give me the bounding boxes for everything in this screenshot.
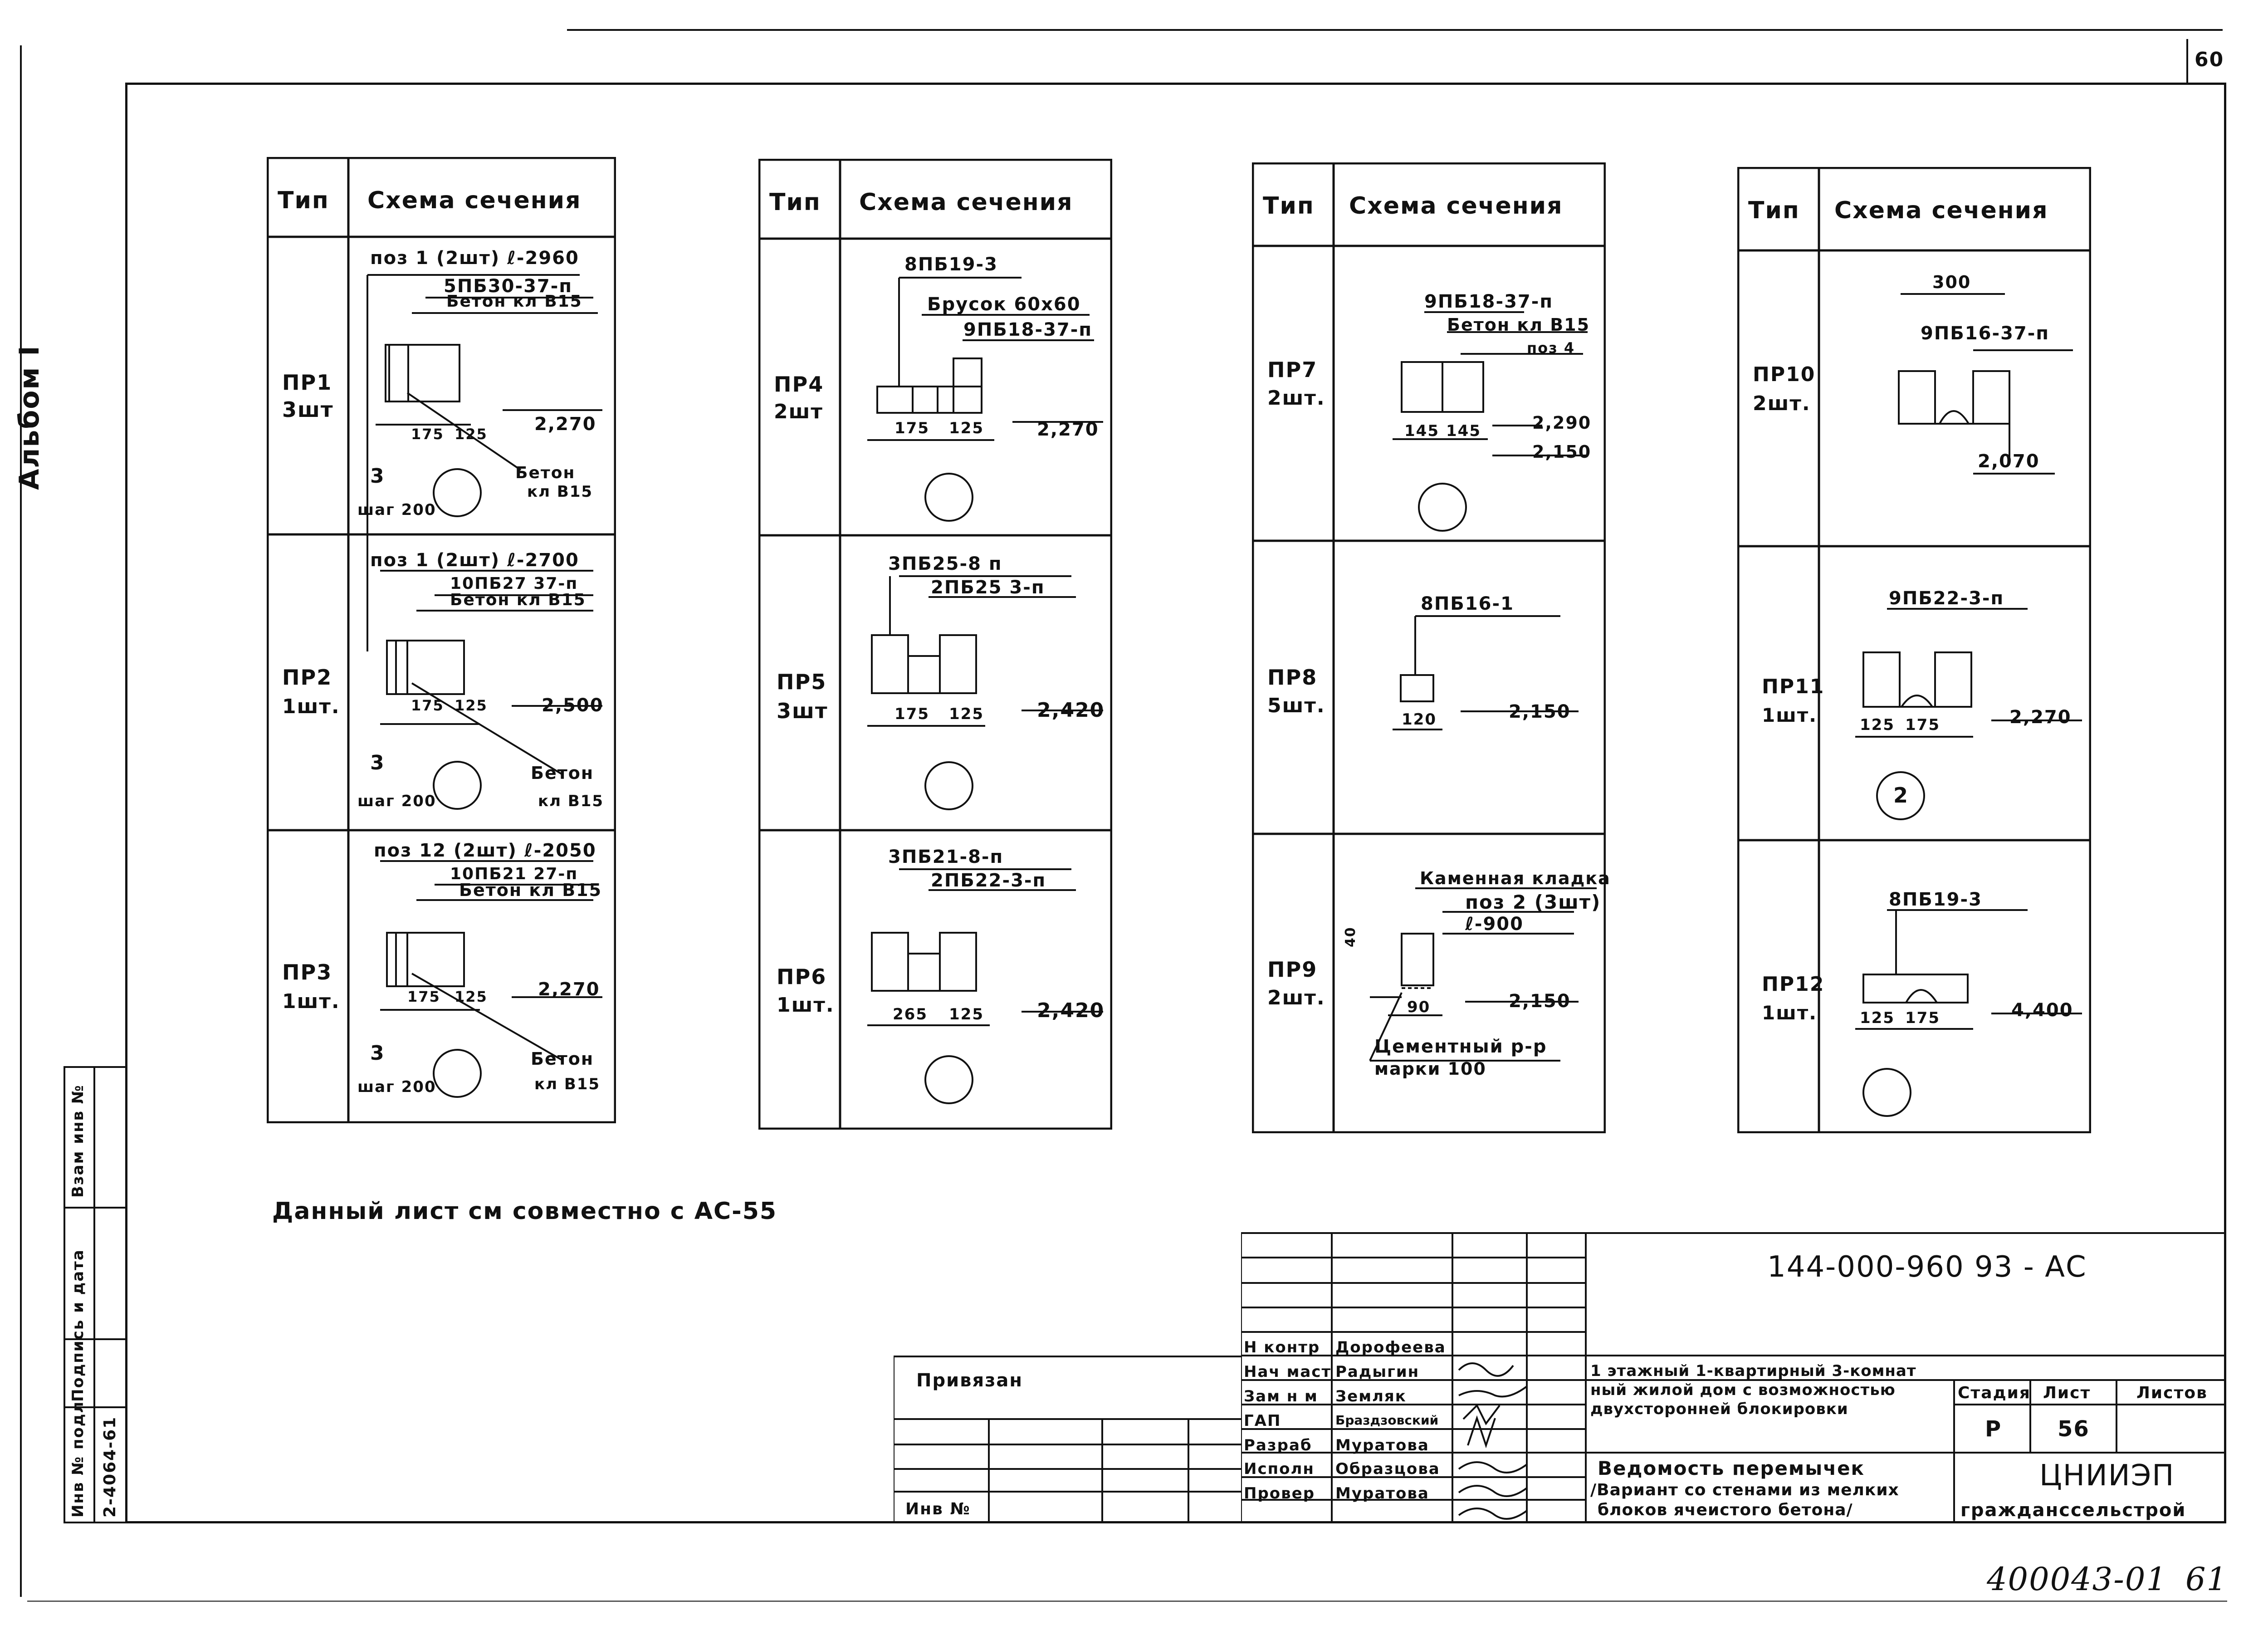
pr9-qty: 2шт.: [1267, 986, 1325, 1009]
t4-header-type: Тип: [1748, 197, 1800, 224]
pr2-extra-1: шаг 200: [357, 792, 436, 810]
pr6-type: ПР6: [777, 964, 827, 989]
pr6-level: 2,420: [1037, 999, 1105, 1022]
album-label: Альбом I: [14, 345, 45, 490]
pr12-dim-1: 175: [1905, 1009, 1940, 1027]
stage-label: Стадия: [1958, 1384, 2031, 1402]
pr5-qty: 3шт: [777, 699, 828, 723]
pr6-label-0: 3ПБ21-8-п: [888, 847, 1004, 867]
pr1-label-2: Бетон кл В15: [446, 292, 582, 311]
role-3: ГАП: [1244, 1412, 1281, 1430]
sheet-title-line-1: /Вариант со стенами из мелких: [1590, 1481, 1899, 1499]
project-title-line-2: двухсторонней блокировки: [1590, 1400, 1848, 1418]
pr3-type: ПР3: [282, 960, 332, 984]
pr11-level: 2,270: [2009, 707, 2072, 728]
name-1: Радыгин: [1335, 1363, 1420, 1381]
pr9-label-0: Каменная кладка: [1420, 868, 1611, 888]
name-3: Браздзовский: [1335, 1413, 1439, 1428]
t1-header-scheme: Схема сечения: [367, 187, 582, 214]
t1-header-type: Тип: [278, 187, 329, 214]
pr7-type: ПР7: [1267, 357, 1318, 382]
pr1-extra-2: Бетон: [515, 464, 576, 482]
pr3-label-1: 10ПБ21 27-п: [450, 865, 578, 883]
pr3-label-2: Бетон кл В15: [459, 880, 602, 900]
side-stamp-label-3: Инв № подл: [69, 1400, 87, 1518]
pr8-label-0: 8ПБ16-1: [1421, 593, 1514, 614]
schedule-table-2: [758, 159, 1112, 1130]
pr7-dim-0: 145: [1404, 422, 1439, 440]
pr11-qty: 1шт.: [1762, 704, 1818, 726]
pr10-type: ПР10: [1753, 363, 1816, 386]
pr1-extra-0: 3: [370, 465, 385, 488]
pr3-level: 2,270: [538, 979, 600, 1000]
side-stamp-inv-value: 2-4064-61: [101, 1416, 119, 1518]
role-0: Н контр: [1244, 1338, 1320, 1356]
pr1-dim-0: 175: [411, 426, 444, 443]
side-stamp-label-2: Подпись и дата: [69, 1249, 87, 1402]
pr3-extra-1: шаг 200: [357, 1078, 436, 1096]
pr3-dim-0: 175: [407, 988, 440, 1005]
role-6: Провер: [1244, 1484, 1315, 1503]
handwritten-code: 400043-01: [1987, 1561, 2167, 1598]
pr2-label-0: поз 1 (2шт) ℓ-2700: [370, 550, 579, 571]
pr11-dim-1: 175: [1905, 716, 1940, 734]
role-5: Исполн: [1244, 1460, 1315, 1478]
pr9-label-4: марки 100: [1374, 1059, 1486, 1079]
pr2-type: ПР2: [282, 665, 332, 690]
pr12-dim-0: 125: [1860, 1009, 1895, 1027]
pr5-label-0: 3ПБ25-8 п: [888, 553, 1002, 574]
pr4-dim-1: 125: [949, 419, 984, 437]
pr6-dim-1: 125: [949, 1005, 984, 1023]
t3-header-type: Тип: [1263, 192, 1315, 220]
name-4: Муратова: [1335, 1436, 1429, 1454]
pr1-extra-3: кл В15: [527, 483, 593, 501]
sheet-title-line-0: Ведомость перемычек: [1598, 1457, 1865, 1479]
sheets-label: Листов: [2136, 1384, 2208, 1402]
t2-header-type: Тип: [769, 189, 821, 216]
project-code: 144-000-960 93 - АС: [1767, 1250, 2087, 1284]
role-1: Нач маст: [1244, 1363, 1332, 1381]
sheet-label: Лист: [2043, 1384, 2091, 1402]
inv-label: Инв №: [905, 1500, 971, 1518]
pr2-label-2: Бетон кл В15: [450, 591, 586, 609]
bound-block: [894, 1356, 1241, 1523]
name-6: Муратова: [1335, 1484, 1429, 1503]
pr12-label-0: 8ПБ19-3: [1889, 889, 1982, 910]
pr8-dim-0: 120: [1402, 710, 1437, 729]
pr10-label-0: 9ПБ16-37-п: [1921, 323, 2049, 344]
role-4: Разраб: [1244, 1436, 1312, 1454]
t4-header-scheme: Схема сечения: [1834, 197, 2048, 224]
pr2-extra-2: Бетон: [531, 763, 594, 783]
pr7-label-2: поз 4: [1527, 339, 1575, 357]
pr7-qty: 2шт.: [1267, 387, 1325, 410]
name-2: Земляк: [1335, 1387, 1407, 1405]
pr9-dim-1: 40: [1343, 926, 1359, 947]
t3-header-scheme: Схема сечения: [1349, 192, 1563, 220]
name-0: Дорофеева: [1335, 1338, 1446, 1356]
pr10-level: 2,070: [1978, 451, 2040, 472]
pr11-circle: 2: [1893, 783, 1909, 808]
pr1-label-0: поз 1 (2шт) ℓ-2960: [370, 248, 579, 269]
pr12-qty: 1шт.: [1762, 1002, 1818, 1024]
pr1-qty: 3шт: [282, 397, 334, 422]
pr7-level2: 2,150: [1532, 442, 1592, 462]
side-stamp-label-1: Взам инв №: [69, 1084, 87, 1198]
pr2-dim-0: 175: [411, 697, 444, 714]
pr1-label-1: 5ПБ30-37-п: [444, 276, 572, 297]
pr9-type: ПР9: [1267, 957, 1318, 982]
pr6-qty: 1шт.: [777, 994, 835, 1017]
pr9-label-1: поз 2 (3шт): [1465, 891, 1601, 913]
left-border-line: [20, 45, 22, 1597]
handwritten-sheet: 61: [2185, 1561, 2228, 1598]
pr4-qty: 2шт: [774, 400, 823, 423]
signature-scribbles: [1459, 1363, 1527, 1519]
title-block: [1241, 1232, 2226, 1523]
pr2-extra-0: 3: [370, 751, 385, 774]
pr10-qty: 2шт.: [1753, 392, 1811, 415]
schedule-table-1: [267, 157, 616, 1123]
pr11-label-0: 9ПБ22-3-п: [1889, 588, 2004, 609]
sheet-number-top: 60: [2195, 48, 2224, 71]
pr1-type: ПР1: [282, 370, 332, 395]
pr5-dim-1: 125: [949, 705, 984, 723]
pr4-type: ПР4: [774, 372, 824, 397]
pr2-qty: 1шт.: [282, 695, 340, 718]
pr3-dim-1: 125: [455, 988, 488, 1005]
pr2-level: 2,500: [542, 695, 604, 716]
top-border-line: [567, 29, 2223, 31]
t2-header-scheme: Схема сечения: [859, 189, 1073, 216]
sheet-value: 56: [2058, 1416, 2090, 1442]
pr5-type: ПР5: [777, 670, 827, 694]
pr12-level: 4,400: [2011, 1000, 2073, 1021]
pr4-label-0: 8ПБ19-3: [904, 254, 998, 275]
pr3-extra-2: Бетон: [531, 1049, 594, 1069]
pr7-label-0: 9ПБ18-37-п: [1424, 291, 1553, 312]
pr2-dim-1: 125: [455, 697, 488, 714]
pr7-level: 2,290: [1532, 413, 1592, 433]
bound-label: Привязан: [916, 1370, 1023, 1391]
project-title-line-1: ный жилой дом с возможностью: [1590, 1381, 1896, 1399]
pr2-label-1: 10ПБ27 37-п: [450, 574, 578, 593]
stage-value: Р: [1985, 1416, 2002, 1442]
pr3-qty: 1шт.: [282, 990, 340, 1013]
role-2: Зам н м: [1244, 1387, 1318, 1405]
pr4-label-1: Брусок 60х60: [927, 294, 1081, 315]
schedule-table-3: [1252, 162, 1611, 1133]
pr3-extra-3: кл В15: [534, 1075, 601, 1093]
pr8-qty: 5шт.: [1267, 694, 1325, 717]
pr12-type: ПР12: [1762, 973, 1825, 996]
pr11-dim-0: 125: [1860, 716, 1895, 734]
pr1-level: 2,270: [534, 414, 596, 435]
pr6-label-1: 2ПБ22-3-п: [931, 870, 1046, 891]
pr9-label-2: ℓ-900: [1465, 914, 1524, 935]
pr4-label-2: 9ПБ18-37-п: [963, 319, 1092, 340]
note-text: Данный лист см совместно с АС-55: [272, 1198, 777, 1225]
pr2-extra-3: кл В15: [538, 792, 604, 810]
pr10-dim-0: 300: [1932, 272, 1971, 292]
pr5-label-1: 2ПБ25 3-п: [931, 577, 1045, 598]
pr4-dim-0: 175: [894, 419, 929, 437]
pr4-level: 2,270: [1037, 419, 1099, 440]
pr1-extra-1: шаг 200: [357, 501, 436, 519]
org-sub: гражданссельстрой: [1960, 1500, 2186, 1521]
pr3-extra-0: 3: [370, 1042, 385, 1065]
pr11-type: ПР11: [1762, 675, 1825, 698]
pr7-dim-1: 145: [1446, 422, 1481, 440]
pr9-level: 2,150: [1509, 991, 1571, 1012]
pr5-dim-0: 175: [894, 705, 929, 723]
pr8-type: ПР8: [1267, 665, 1318, 690]
pr3-label-0: поз 12 (2шт) ℓ-2050: [374, 840, 596, 861]
bottom-border-line: [27, 1601, 2227, 1602]
pr9-dim-0: 90: [1407, 998, 1431, 1016]
pr8-level: 2,150: [1509, 701, 1571, 722]
org-name: ЦНИИЭП: [2039, 1459, 2175, 1493]
pr5-level: 2,420: [1037, 699, 1105, 722]
schedule-table-4: [1737, 167, 2091, 1133]
pr9-label-3: Цементный р-р: [1374, 1036, 1547, 1057]
pr1-dim-1: 125: [455, 426, 488, 443]
project-title-line-0: 1 этажный 1-квартирный 3-комнат: [1590, 1362, 1916, 1380]
sheet-title-line-2: блоков ячеистого бетона/: [1598, 1501, 1853, 1519]
pr7-label-1: Бетон кл В15: [1447, 315, 1590, 335]
name-5: Образцова: [1335, 1460, 1440, 1478]
pr6-dim-0: 265: [893, 1005, 928, 1023]
